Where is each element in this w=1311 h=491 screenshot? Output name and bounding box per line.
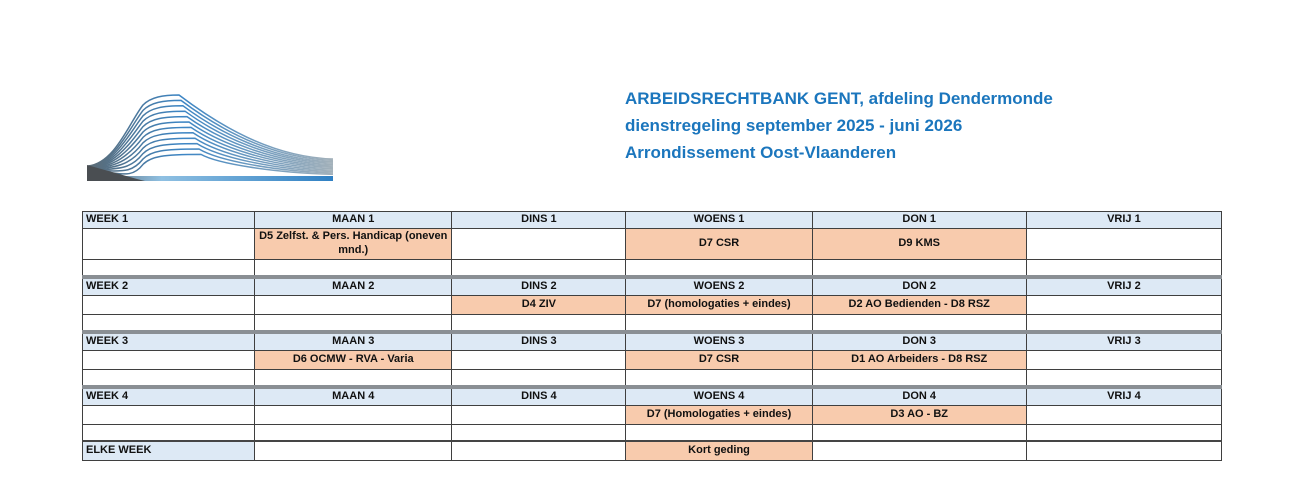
week-1-header-row xyxy=(83,212,1222,229)
day-header: WOENS 3 xyxy=(626,332,812,351)
spacer-row xyxy=(83,424,1222,441)
spacer-cell xyxy=(452,314,626,332)
empty-cell xyxy=(452,350,626,369)
day-header: MAAN 1 xyxy=(255,212,452,229)
event-cell: D3 AO - BZ xyxy=(812,405,1026,424)
spacer-cell xyxy=(626,259,812,277)
week-4-header-row xyxy=(83,387,1222,406)
spacer-cell xyxy=(83,314,255,332)
empty-cell xyxy=(1026,405,1221,424)
spacer-cell xyxy=(1026,314,1221,332)
empty-cell xyxy=(1026,441,1221,461)
week-3-events-row xyxy=(83,350,1222,369)
spacer-cell xyxy=(452,424,626,441)
event-cell: D5 Zelfst. & Pers. Handicap (oneven mnd.) xyxy=(255,229,452,260)
empty-cell xyxy=(255,405,452,424)
empty-cell xyxy=(255,295,452,314)
event-cell: D7 CSR xyxy=(626,350,812,369)
empty-cell xyxy=(83,405,255,424)
title-line-2: dienstregeling september 2025 - juni 2026 xyxy=(625,116,963,135)
week-3-header-row xyxy=(83,332,1222,351)
spacer-cell xyxy=(83,369,255,387)
event-cell: D7 (Homologaties + eindes) xyxy=(626,405,812,424)
day-header: DON 3 xyxy=(812,332,1026,351)
empty-cell xyxy=(1026,229,1221,260)
day-header: WOENS 4 xyxy=(626,387,812,406)
empty-cell xyxy=(83,295,255,314)
event-cell: Kort geding xyxy=(626,441,812,461)
day-header: DON 1 xyxy=(812,212,1026,229)
empty-cell xyxy=(1026,295,1221,314)
day-header: DINS 2 xyxy=(452,277,626,296)
day-header: VRIJ 4 xyxy=(1026,387,1221,406)
day-header: DINS 3 xyxy=(452,332,626,351)
week-label: WEEK 2 xyxy=(83,277,255,296)
week-1-events-row xyxy=(83,229,1222,260)
day-header: WOENS 2 xyxy=(626,277,812,296)
empty-cell xyxy=(452,441,626,461)
week-2-header-row xyxy=(83,277,1222,296)
empty-cell xyxy=(1026,350,1221,369)
empty-cell xyxy=(255,441,452,461)
week-label: WEEK 1 xyxy=(83,212,255,229)
spacer-row xyxy=(83,259,1222,277)
spacer-cell xyxy=(83,259,255,277)
event-cell: D6 OCMW - RVA - Varia xyxy=(255,350,452,369)
title-line-3: Arrondissement Oost-Vlaanderen xyxy=(625,143,897,162)
event-cell: D4 ZIV xyxy=(452,295,626,314)
spacer-cell xyxy=(812,424,1026,441)
spacer-cell xyxy=(812,259,1026,277)
spacer-row xyxy=(83,369,1222,387)
week-label: WEEK 3 xyxy=(83,332,255,351)
spacer-cell xyxy=(1026,259,1221,277)
empty-cell xyxy=(812,441,1026,461)
spacer-cell xyxy=(255,369,452,387)
spacer-row xyxy=(83,314,1222,332)
week-2-events-row xyxy=(83,295,1222,314)
day-header: DINS 4 xyxy=(452,387,626,406)
day-header: DON 2 xyxy=(812,277,1026,296)
week-4-events-row xyxy=(83,405,1222,424)
spacer-cell xyxy=(626,314,812,332)
day-header: WOENS 1 xyxy=(626,212,812,229)
empty-cell xyxy=(452,405,626,424)
empty-cell xyxy=(452,229,626,260)
spacer-cell xyxy=(1026,369,1221,387)
title-line-1: ARBEIDSRECHTBANK GENT, afdeling Dendermonde xyxy=(625,89,1053,108)
day-header: DINS 1 xyxy=(452,212,626,229)
spacer-cell xyxy=(255,259,452,277)
day-header: DON 4 xyxy=(812,387,1026,406)
spacer-cell xyxy=(255,314,452,332)
day-header: MAAN 3 xyxy=(255,332,452,351)
empty-cell xyxy=(83,229,255,260)
duty-roster-table xyxy=(82,211,1222,461)
spacer-cell xyxy=(626,424,812,441)
week-label: WEEK 4 xyxy=(83,387,255,406)
spacer-cell xyxy=(626,369,812,387)
spacer-cell xyxy=(812,314,1026,332)
spacer-cell xyxy=(452,259,626,277)
spacer-cell xyxy=(812,369,1026,387)
spacer-cell xyxy=(1026,424,1221,441)
every-week-label: ELKE WEEK xyxy=(83,441,255,461)
event-cell: D9 KMS xyxy=(812,229,1026,260)
day-header: MAAN 2 xyxy=(255,277,452,296)
page-title xyxy=(625,85,1053,166)
spacer-cell xyxy=(255,424,452,441)
event-cell: D7 CSR xyxy=(626,229,812,260)
empty-cell xyxy=(83,350,255,369)
event-cell: D2 AO Bedienden - D8 RSZ xyxy=(812,295,1026,314)
day-header: VRIJ 1 xyxy=(1026,212,1221,229)
event-cell: D7 (homologaties + eindes) xyxy=(626,295,812,314)
spacer-cell xyxy=(452,369,626,387)
every-week-row xyxy=(83,441,1222,461)
spacer-cell xyxy=(83,424,255,441)
day-header: MAAN 4 xyxy=(255,387,452,406)
court-waves-logo xyxy=(85,86,335,186)
day-header: VRIJ 3 xyxy=(1026,332,1221,351)
event-cell: D1 AO Arbeiders - D8 RSZ xyxy=(812,350,1026,369)
day-header: VRIJ 2 xyxy=(1026,277,1221,296)
